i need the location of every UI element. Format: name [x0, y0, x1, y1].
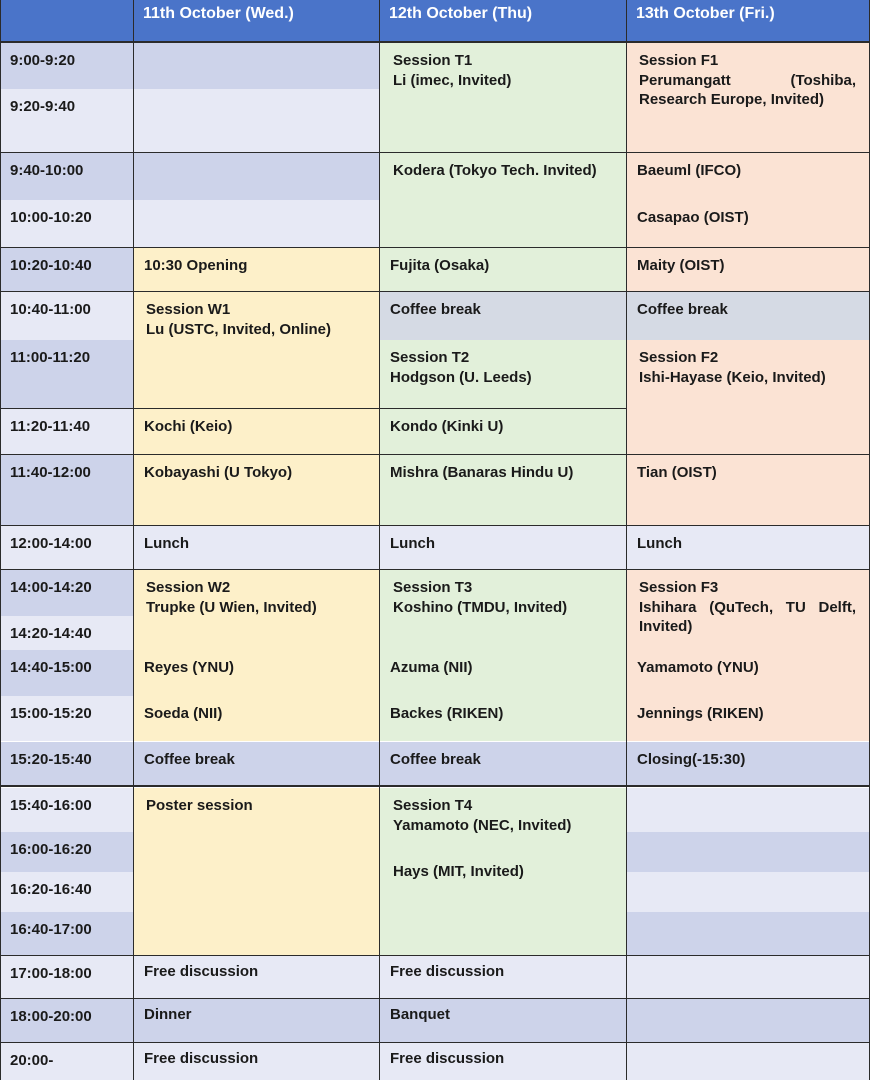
- thu-coffee-break: Coffee break: [380, 292, 626, 340]
- session-speaker: Yamamoto (NEC, Invited): [393, 816, 572, 834]
- wed-empty: [134, 200, 379, 247]
- header-wed: 11th October (Wed.): [133, 0, 379, 41]
- time-slot: 11:20-11:40: [0, 409, 133, 454]
- column-divider: [133, 0, 134, 1080]
- fri-coffee-break: Coffee break: [627, 292, 870, 340]
- time-slot: 17:00-18:00: [0, 956, 133, 999]
- fri-session-f3: [627, 570, 870, 650]
- fri-closing: Closing(-15:30): [627, 742, 870, 785]
- fri-talk: Casapao (OIST): [627, 200, 870, 247]
- header-fri: 13th October (Fri.): [626, 0, 870, 41]
- column-divider: [0, 0, 1, 1080]
- time-slot: 20:00-: [0, 1043, 133, 1080]
- fri-talk: Jennings (RIKEN): [627, 696, 870, 741]
- time-slot: 9:00-9:20: [0, 43, 133, 89]
- fri-empty: [627, 999, 870, 1042]
- thu-lunch: Lunch: [380, 526, 626, 569]
- wed-poster-session: Poster session: [134, 788, 379, 955]
- time-slot: 18:00-20:00: [0, 999, 133, 1042]
- session-title: Session F3: [639, 579, 719, 596]
- session-speaker: Hodgson (U. Leeds): [390, 368, 532, 386]
- time-slot: 15:20-15:40: [0, 742, 133, 785]
- session-speaker: Perumangatt (Toshiba, Research Europe, Invited): [639, 71, 856, 108]
- time-slot: 15:00-15:20: [0, 696, 133, 741]
- session-title: Session T3: [393, 579, 473, 596]
- wed-empty: [134, 153, 379, 200]
- row-divider: [0, 525, 870, 526]
- row-divider: [0, 569, 870, 570]
- thu-coffee-break: Coffee break: [380, 742, 626, 785]
- row-divider: [0, 152, 870, 153]
- time-slot: 12:00-14:00: [0, 526, 133, 569]
- thu-session-t2: [380, 340, 626, 408]
- session-title: Session W1: [146, 301, 231, 318]
- session-speaker: Ishi-Hayase (Keio, Invited): [639, 368, 826, 386]
- time-slot: 10:20-10:40: [0, 248, 133, 291]
- time-slot: 14:40-15:00: [0, 650, 133, 696]
- wed-session-w2: [134, 570, 379, 650]
- session-title: Session F1: [639, 52, 719, 69]
- row-divider: [0, 955, 870, 956]
- wed-dinner: Dinner: [134, 999, 379, 1042]
- session-title: Session T1: [393, 52, 473, 69]
- wed-empty: [134, 89, 379, 152]
- row-divider: [0, 1042, 870, 1043]
- thu-banquet: Banquet: [380, 999, 626, 1042]
- wed-empty: [134, 43, 379, 89]
- time-slot: 11:40-12:00: [0, 455, 133, 525]
- fri-empty: [627, 956, 870, 999]
- session-speaker: Lu (USTC, Invited, Online): [146, 320, 331, 338]
- fri-session-f1: [627, 43, 870, 152]
- row-divider: [0, 291, 870, 292]
- time-slot: 11:00-11:20: [0, 340, 133, 408]
- time-slot: 15:40-16:00: [0, 788, 133, 832]
- wed-talk: Kochi (Keio): [134, 409, 379, 454]
- thu-session-t1: [380, 43, 626, 152]
- time-slot: 14:20-14:40: [0, 616, 133, 650]
- row-divider: [0, 998, 870, 999]
- fri-empty: [627, 912, 870, 955]
- thu-free-discussion: Free discussion: [380, 1043, 626, 1080]
- thu-free-discussion: Free discussion: [380, 956, 626, 999]
- wed-talk: Reyes (YNU): [134, 650, 379, 696]
- wed-talk: Soeda (NII): [134, 696, 379, 741]
- row-divider: [0, 247, 870, 248]
- time-slot: 10:00-10:20: [0, 200, 133, 247]
- wed-free-discussion: Free discussion: [134, 956, 379, 999]
- fri-empty: [627, 788, 870, 832]
- fri-talk: Tian (OIST): [627, 455, 870, 525]
- wed-opening: 10:30 Opening: [134, 248, 379, 291]
- thu-session-t4: [380, 788, 626, 955]
- time-slot: 16:20-16:40: [0, 872, 133, 912]
- fri-empty: [627, 872, 870, 912]
- wed-coffee-break: Coffee break: [134, 742, 379, 785]
- session-speaker: Li (imec, Invited): [393, 71, 512, 89]
- fri-talk: Maity (OIST): [627, 248, 870, 291]
- time-slot: 9:20-9:40: [0, 89, 133, 152]
- thu-talk: Kodera (Tokyo Tech. Invited): [380, 153, 626, 247]
- time-slot: 10:40-11:00: [0, 292, 133, 340]
- fri-talk: Baeuml (IFCO): [627, 153, 870, 200]
- thu-talk: Kondo (Kinki U): [380, 409, 626, 454]
- fri-session-f2: [627, 340, 870, 454]
- time-slot: 14:00-14:20: [0, 570, 133, 616]
- wed-session-w1: [134, 292, 379, 408]
- session-speaker: Ishihara (QuTech, TU Delft, Invited): [639, 598, 856, 635]
- wed-free-discussion: Free discussion: [134, 1043, 379, 1080]
- thu-talk: Backes (RIKEN): [380, 696, 626, 741]
- session-title: Session T2: [390, 349, 470, 366]
- row-divider: [0, 454, 870, 455]
- fri-empty: [627, 1043, 870, 1080]
- thu-talk: Fujita (Osaka): [380, 248, 626, 291]
- column-divider: [379, 0, 380, 1080]
- session-title: Session W2: [146, 579, 231, 596]
- row-divider: [0, 785, 870, 787]
- session-speaker: Koshino (TMDU, Invited): [393, 598, 568, 616]
- fri-talk: Yamamoto (YNU): [627, 650, 870, 696]
- thu-talk: Mishra (Banaras Hindu U): [380, 455, 626, 525]
- session-speaker: Trupke (U Wien, Invited): [146, 598, 317, 616]
- header-thu: 12th October (Thu): [379, 0, 626, 41]
- column-divider: [626, 0, 627, 1080]
- row-divider: [0, 408, 626, 409]
- session-speaker: Hays (MIT, Invited): [393, 863, 524, 880]
- wed-lunch: Lunch: [134, 526, 379, 569]
- header-corner: [0, 0, 133, 41]
- session-title: Session T4: [393, 797, 473, 814]
- fri-empty: [627, 832, 870, 872]
- thu-talk: Azuma (NII): [380, 650, 626, 696]
- row-divider: [0, 41, 870, 43]
- time-slot: 16:00-16:20: [0, 832, 133, 872]
- fri-lunch: Lunch: [627, 526, 870, 569]
- time-slot: 9:40-10:00: [0, 153, 133, 200]
- wed-talk: Kobayashi (U Tokyo): [134, 455, 379, 525]
- session-title: Session F2: [639, 349, 719, 366]
- time-slot: 16:40-17:00: [0, 912, 133, 955]
- thu-session-t3: [380, 570, 626, 650]
